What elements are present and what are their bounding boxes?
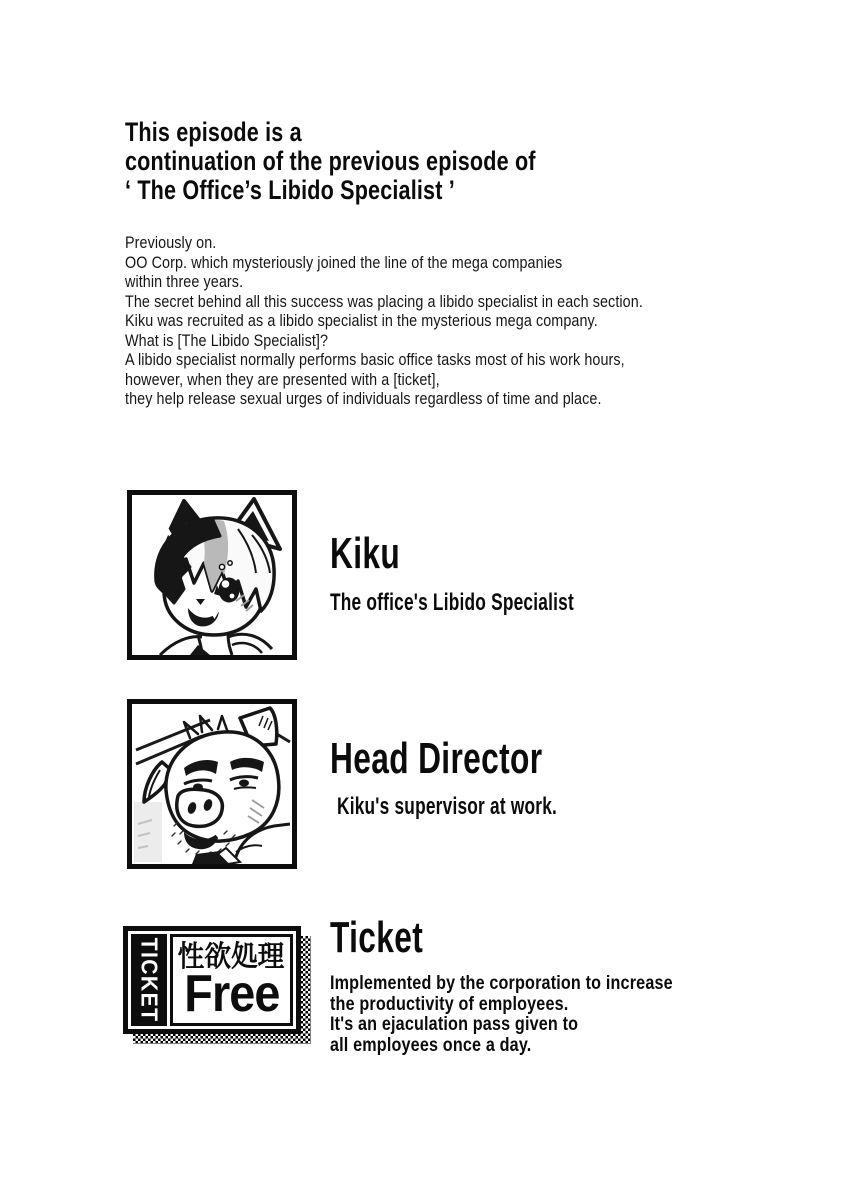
ticket-description-line: the productivity of employees. [330, 993, 569, 1015]
ticket-description-line: It's an ejaculation pass given to [330, 1014, 579, 1035]
synopsis-line: A libido specialist normally performs basic office tasks most of his work hours, [125, 351, 625, 369]
synopsis-line: within three years. [125, 273, 244, 291]
ticket-description-line: Implemented by the corporation to increase [330, 973, 673, 994]
page-title-line: This episode is a [125, 117, 302, 147]
character-name-head-director: Head Director [330, 734, 543, 783]
ticket-description [330, 974, 673, 1056]
ticket-main-panel [170, 934, 293, 1026]
synopsis-text [125, 234, 643, 410]
synopsis-line: The secret behind all this success was placing a libido specialist in each section. [125, 292, 643, 311]
head-director-pig-illustration [132, 704, 292, 864]
kiku-portrait-image [127, 490, 297, 660]
kiku-cat-illustration [132, 495, 292, 655]
synopsis-line: they help release sexual urges of individuals regardless of time and place. [125, 390, 602, 408]
ticket-stub [131, 934, 167, 1026]
character-description-kiku: The office's Libido Specialist [330, 589, 574, 616]
page-title [125, 118, 536, 205]
head-director-portrait-image [127, 699, 297, 869]
ticket-title: Ticket [330, 913, 424, 962]
synopsis-line: Kiku was recruited as a libido specialist in the mysterious mega company. [125, 312, 598, 330]
ticket-card [123, 926, 301, 1034]
character-description-head-director: Kiku's supervisor at work. [337, 793, 558, 820]
page-title-line: ‘ The Office’s Libido Specialist ’ [125, 175, 455, 205]
synopsis-line: OO Corp. which mysteriously joined the line of the mega companies [125, 253, 563, 272]
ticket-kanji-label: 性欲処理 [178, 940, 285, 973]
ticket-description-line: all employees once a day. [330, 1034, 532, 1056]
page-title-line: continuation of the previous episode of [125, 146, 536, 176]
synopsis-line: however, when they are presented with a [ticket], [125, 370, 440, 389]
ticket-free-label: Free [183, 964, 280, 1023]
synopsis-line: Previously on. [125, 234, 217, 252]
ticket-graphic [123, 926, 313, 1048]
character-name-kiku: Kiku [330, 529, 401, 578]
ticket-stub-label: TICKET [136, 937, 163, 1023]
synopsis-line: What is [The Libido Specialist]? [125, 331, 329, 350]
